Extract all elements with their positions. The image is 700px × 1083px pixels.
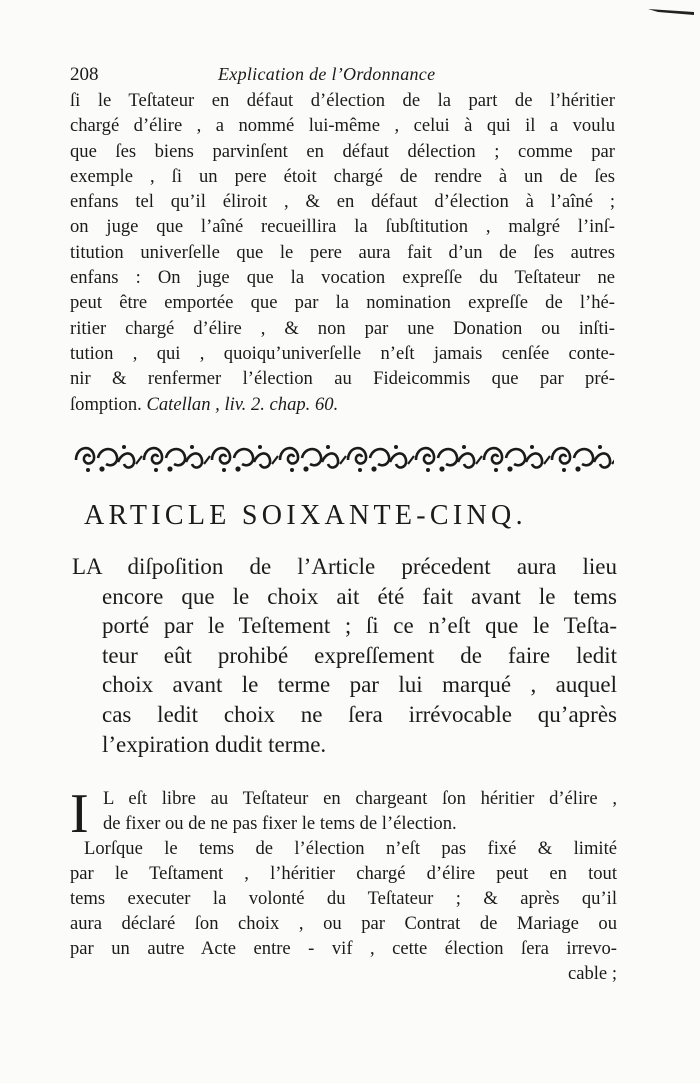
text-line: de fixer ou de ne pas fixer le tems de l’élection. xyxy=(103,813,457,834)
text-line: L eſt libre au Teſtateur en chargeant ſon héritier d’élire , xyxy=(103,788,617,809)
reference-citation: Catellan , liv. 2. chap. 60. xyxy=(146,393,339,415)
ornamental-band xyxy=(72,438,614,478)
page-number: 208 xyxy=(70,64,99,85)
text-line: nir & renfermer l’élection au Fideicommis que par pré- xyxy=(70,368,615,390)
text-line: on juge que l’aîné recueillira la ſubſtitution , malgré l’inſ- xyxy=(70,216,615,238)
text-line: Lorſque le tems de l’élection n’eſt pas fixé & limité xyxy=(84,838,617,859)
text-line: LA diſpoſition de l’Article précedent aura lieu xyxy=(72,554,617,579)
text-line: tems executer la volonté du Teſtateur ; & après qu’il xyxy=(70,888,617,909)
text-line: ritier chargé d’élire , & non par une Donation ou inſti- xyxy=(70,317,615,339)
text-line: tution , qui , quoiqu’univerſelle n’eſt jamais cenſée conte- xyxy=(70,342,615,364)
text-line-end: ſomption. xyxy=(70,393,142,415)
text-line: par le Teſtament , l’héritier chargé d’élire peut en tout xyxy=(70,863,617,884)
text-line: teur eût prohibé expreſſement de faire ledit xyxy=(102,642,617,668)
text-line: enfans tel qu’il éliroit , & en défaut d’élection à l’aîné ; xyxy=(70,191,615,213)
text-line: enfans : On juge que la vocation expreſſe du Teſtateur ne xyxy=(70,267,615,289)
text-line: par un autre Acte entre - vif , cette élection ſera irrevo- xyxy=(70,938,617,959)
text-line: aura déclaré ſon choix , ou par Contrat de Mariage ou xyxy=(70,913,617,934)
text-line: ſi le Teſtateur en défaut d’élection de la part de l’héritier xyxy=(70,90,615,111)
text-line: encore que le choix ait été fait avant le tems xyxy=(102,583,617,609)
text-line: chargé d’élire , a nommé lui-même , celui à qui il a voulu xyxy=(70,115,615,137)
text-line-last xyxy=(70,392,615,417)
text-line: cas ledit choix ne ſera irrévocable qu’après xyxy=(102,701,617,727)
text-line: exemple , ſi un pere étoit chargé de rendre à un de ſes xyxy=(70,165,615,187)
page-header xyxy=(70,64,618,90)
text-line: que ſes biens parvinſent en défaut délection ; comme par xyxy=(70,140,615,162)
text-line: l’expiration dudit terme. xyxy=(102,731,327,757)
paragraph-continuation xyxy=(70,88,615,417)
drop-cap: I xyxy=(70,783,89,845)
commentary-text xyxy=(70,783,617,986)
text-line: peut être emportée que par la nomination expreſſe de l’hé- xyxy=(70,292,615,314)
text-line: porté par le Teſtement ; ſi ce n’eſt que le Teſta- xyxy=(102,613,617,639)
article-heading: ARTICLE SOIXANTE-CINQ. xyxy=(84,500,527,531)
text-line: titution univerſelle que le pere aura fait d’un de ſes autres xyxy=(70,241,615,263)
catchword: cable ; xyxy=(567,963,617,984)
text-line: choix avant le terme par lui marqué , auquel xyxy=(102,672,617,698)
article-text xyxy=(72,552,617,759)
running-title: Explication de l’Ordonnance xyxy=(218,64,436,84)
corner-ink-mark xyxy=(648,6,694,16)
